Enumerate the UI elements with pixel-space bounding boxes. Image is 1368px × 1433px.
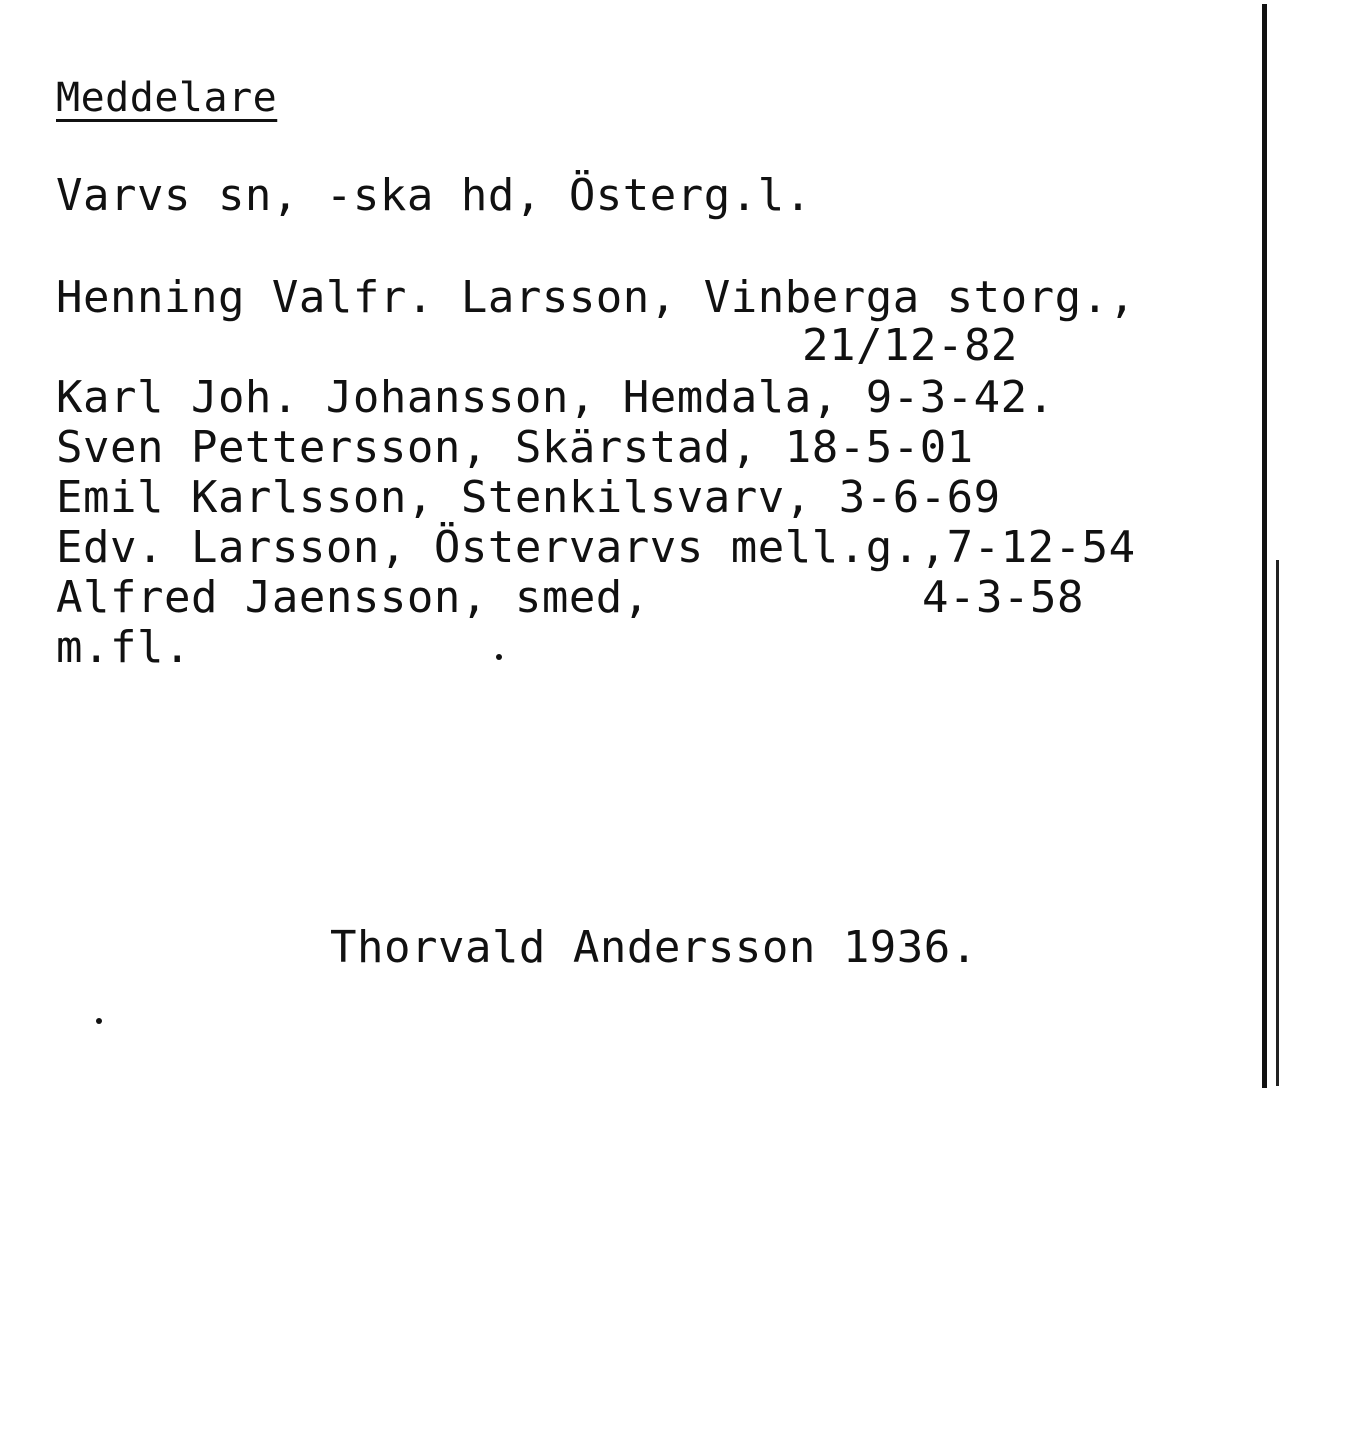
ink-speck	[96, 1018, 102, 1024]
informant-4: Emil Karlsson, Stenkilsvarv, 3-6-69	[56, 472, 1001, 523]
locality-line: Varvs sn, -ska hd, Österg.l.	[56, 170, 812, 221]
informant-5: Edv. Larsson, Östervarvs mell.g.,7-12-54	[56, 522, 1136, 573]
card-edge-rule	[1262, 4, 1267, 1088]
informant-6-name: Alfred Jaensson, smed,	[56, 572, 650, 623]
informant-1-date: 21/12-82	[802, 320, 1018, 371]
informant-1-name: Henning Valfr. Larsson, Vinberga storg.,	[56, 272, 1136, 323]
informant-2: Karl Joh. Johansson, Hemdala, 9-3-42.	[56, 372, 1055, 423]
ink-speck	[496, 654, 502, 660]
informant-6-date: 4-3-58	[922, 572, 1084, 623]
card-edge-rule-secondary	[1276, 560, 1279, 1086]
informant-3: Sven Pettersson, Skärstad, 18-5-01	[56, 422, 974, 473]
others-note: m.fl.	[56, 622, 191, 673]
heading-meddelare: Meddelare	[56, 75, 278, 121]
collector-signature: Thorvald Andersson 1936.	[330, 922, 978, 973]
